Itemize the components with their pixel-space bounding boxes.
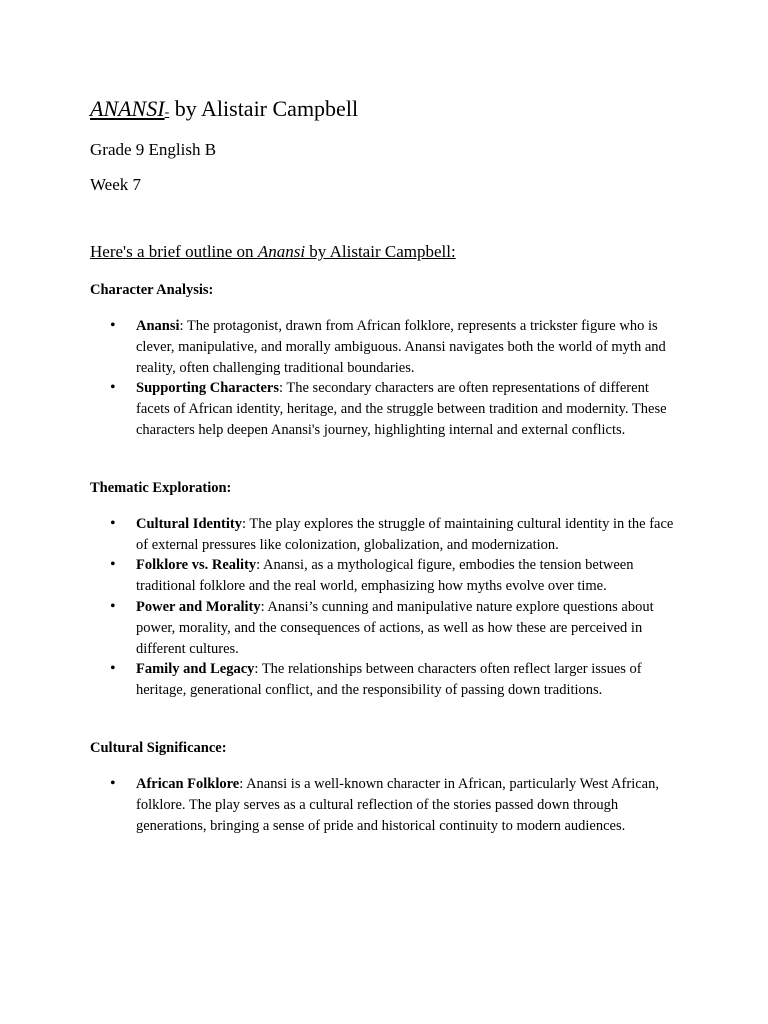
bullet-icon: • — [110, 556, 116, 574]
thematic-exploration-list — [90, 514, 690, 701]
item-term: Family and Legacy — [136, 661, 255, 678]
intro-emphasis: Anansi — [257, 242, 306, 261]
section-heading-thematic-exploration: Thematic Exploration: — [90, 479, 232, 496]
document-title — [90, 96, 690, 126]
item-term: Folklore vs. Reality — [136, 557, 257, 574]
bullet-icon: • — [110, 317, 116, 334]
item-term: Supporting Characters — [136, 380, 279, 397]
item-term: Anansi — [136, 318, 180, 334]
item-text: : The relationships between characters often reflect larger issues of heritage, generational conflict, and the responsibility of passing down traditions. — [136, 661, 642, 699]
list-item — [90, 659, 684, 701]
character-analysis-list — [90, 316, 690, 441]
list-item — [90, 378, 684, 440]
list-item — [90, 555, 684, 597]
document-page — [90, 96, 690, 836]
intro-before: Here's a brief outline on — [90, 242, 258, 261]
bullet-icon: • — [110, 514, 116, 532]
outline-intro — [90, 242, 690, 262]
section-heading-cultural-significance: Cultural Significance: — [90, 739, 227, 756]
item-text: : Anansi, as a mythological figure, embodies the tension between traditional folklore and the real world, emphasizing how myths evolve over time. — [136, 557, 634, 595]
item-term: African Folklore — [136, 775, 240, 792]
bullet-icon: • — [110, 660, 116, 678]
bullet-icon: • — [110, 774, 116, 792]
bullet-icon: • — [110, 597, 116, 615]
item-text: : The play explores the struggle of maintaining cultural identity in the face of external pressures like colonization, globalization, and modernization. — [136, 515, 674, 553]
item-text: : The protagonist, drawn from African folklore, represents a trickster figure who is clever, manipulative, and morally ambiguous. Anansi navigates both the world of myth and reality, often challenging traditional boundaries. — [136, 318, 666, 376]
list-item — [90, 514, 684, 556]
title-dash: - — [164, 105, 170, 120]
grade-line: Grade 9 English B — [90, 140, 217, 159]
list-item — [90, 774, 684, 836]
item-term: Power and Morality — [136, 598, 261, 615]
item-text: : Anansi’s cunning and manipulative nature explore questions about power, morality, and the consequences of actions, as well as how these are perceived in different cultures. — [136, 598, 654, 657]
list-item — [90, 316, 684, 378]
section-heading-character-analysis: Character Analysis: — [90, 282, 214, 298]
list-item — [90, 597, 684, 659]
item-text: : Anansi is a well-known character in African, particularly West African, folklore. The play serves as a cultural reflection of the stories passed down through generations, bringing a sense of pride and historical continuity to modern audiences. — [136, 775, 659, 834]
bullet-icon: • — [110, 379, 116, 397]
item-text: : The secondary characters are often representations of different facets of African identity, heritage, and the struggle between tradition and modernity. These characters help deepen Anansi's journey, highlighting internal and external conflicts. — [136, 380, 667, 438]
cultural-significance-list — [90, 774, 690, 836]
intro-after: by Alistair Campbell: — [305, 242, 456, 261]
week-line: Week 7 — [90, 175, 142, 194]
title-author: by Alistair Campbell — [169, 96, 359, 121]
title-anansi: ANANSI — [90, 96, 165, 121]
item-term: Cultural Identity — [136, 515, 242, 532]
